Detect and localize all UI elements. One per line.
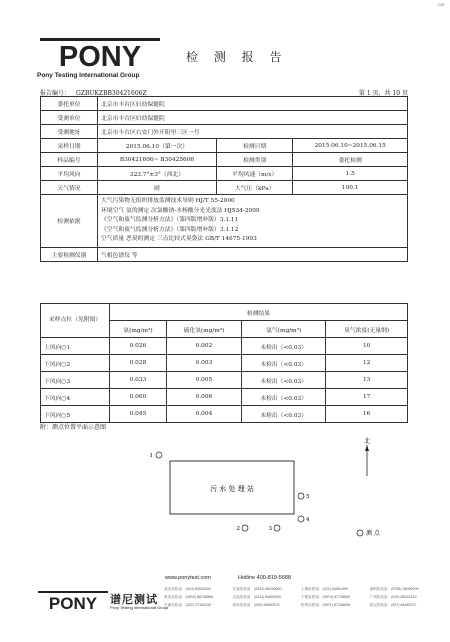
footer-company-en: Pony Testing International Group	[110, 605, 169, 610]
row-point: 上风向○1	[41, 338, 110, 355]
basis-label: 检测依据	[41, 195, 98, 248]
office-item: 长春实验室：(0431) 85155000	[232, 587, 282, 591]
row-point: 下风向○5	[41, 406, 110, 423]
basis-item: 环境空气 氨的测定 次氯酸钠-水杨酸分光光度法 HJ534-2009	[101, 207, 260, 214]
legend-label: 测 点	[366, 530, 380, 537]
table-row	[41, 338, 408, 355]
wastewater-station-label: 污 水 处 理 站	[210, 485, 254, 493]
north-label: 北	[363, 438, 371, 445]
row-chlorine: 未检出（<0.03）	[242, 338, 326, 355]
table-row	[41, 355, 408, 372]
row-odor: 10	[326, 338, 408, 355]
legend	[357, 529, 381, 537]
point-1	[150, 452, 163, 459]
results-table	[40, 303, 408, 423]
testing-date-label: 检测日期	[216, 139, 292, 153]
row-h2s: 0.003	[166, 355, 241, 372]
row-h2s: 0.005	[166, 372, 241, 389]
row-odor: 17	[326, 389, 408, 406]
row-chlorine: 未检出（<0.03）	[242, 372, 326, 389]
table-row	[41, 125, 408, 139]
sampling-date-label: 采样日期	[41, 139, 98, 153]
logo-text: PONY	[58, 41, 142, 73]
point-2	[237, 525, 249, 532]
row-chlorine: 未检出（<0.03）	[242, 406, 326, 423]
table-row	[41, 406, 408, 423]
point-3-label: 3	[268, 526, 272, 532]
report-number-value: GZBUKZBB30421606Z	[76, 90, 147, 97]
basis-item: 《空气和废气监测分析方法》（第四版增补版）3.1.12	[101, 226, 239, 233]
office-item: 北京实验室：(010) 83055000	[164, 587, 211, 591]
office-item: 天津实验室：(022) 27349130	[164, 603, 211, 607]
results-header: 检测结果	[110, 304, 408, 321]
table-row	[41, 167, 408, 181]
row-chlorine: 未检出（<0.03）	[242, 355, 326, 372]
legend-circle-icon	[357, 530, 363, 536]
attachment-caption: 附：测点位置平面示意图	[40, 424, 107, 431]
row-odor: 13	[326, 372, 408, 389]
sampling-date-value: 2015.06.10（第一次）	[98, 139, 217, 153]
table-row	[41, 153, 408, 167]
test-type-label: 检测类别	[216, 153, 292, 167]
table-row	[41, 111, 408, 125]
row-ammonia: 0.028	[110, 355, 167, 372]
corner-mark: CR	[437, 2, 444, 7]
footer-hotline: Hotline 400-819-5688	[238, 575, 291, 581]
basis-item: 空气质量 恶臭的测定 三点比较式臭袋法 GB/T 14675-1993	[101, 236, 257, 242]
address-label: 受测地址	[41, 125, 98, 139]
point-5	[298, 493, 310, 500]
row-chlorine: 未检出（<0.03）	[242, 389, 326, 406]
pressure-value: 100.1	[293, 181, 408, 195]
footer-company-cn: 谱尼测试	[110, 593, 158, 606]
results-header-row	[41, 304, 408, 321]
pressure-label: 大气压（kPa）	[216, 181, 292, 195]
wind-direction-label: 平均风向	[41, 167, 98, 181]
row-point: 下风向○3	[41, 372, 110, 389]
office-item: 杭州实验室：(0571) 87238696	[301, 603, 350, 607]
wind-speed-label: 平均风速（m/s）	[216, 167, 292, 181]
table-row	[41, 139, 408, 153]
table-row	[41, 389, 408, 406]
sampling-site-diagram	[150, 434, 410, 544]
footer-pony-logo	[38, 591, 108, 611]
table-row	[41, 195, 408, 248]
row-point: 下风向○4	[41, 389, 110, 406]
report-number-label: 报告编号：	[40, 90, 71, 97]
sampling-point-header: 采样点位（见附图）	[41, 304, 110, 338]
row-ammonia: 0.026	[110, 338, 167, 355]
testing-date-value: 2015.06.10~2015.06.15	[293, 139, 408, 153]
table-row	[41, 247, 408, 261]
sample-no-label: 样品编号	[41, 153, 98, 167]
column-odor: 臭气浓度(无量纲)	[326, 321, 408, 338]
sample-no-value: B30421606~ B30425606	[98, 153, 217, 167]
document-title: 检 测 报 告	[186, 50, 288, 64]
office-item: 西安实验室：(029) 84500676	[232, 603, 280, 607]
point-4-label: 4	[306, 517, 310, 523]
north-arrow-icon	[364, 437, 370, 476]
footer-logo-text: PONY	[48, 594, 98, 613]
office-item: 广州实验室：(020) 89224310	[369, 595, 417, 599]
row-ammonia: 0.045	[110, 406, 167, 423]
column-h2s: 硫化氢(mg/m³)	[166, 321, 241, 338]
weather-value: 晴	[98, 181, 217, 195]
point-1-label: 1	[149, 453, 153, 459]
office-item: 武汉实验室：(027) 84989727	[369, 603, 417, 607]
office-item: 上海实验室：(021) 64851999	[301, 587, 348, 591]
row-ammonia: 0.033	[110, 372, 167, 389]
office-item: 宁波实验室：(0574) 87736890	[301, 595, 350, 599]
tested-unit-label: 受测单位	[41, 111, 98, 125]
office-item: 深圳实验室：(0755) 26050909	[369, 587, 419, 591]
tested-unit-value: 北京市丰台区妇幼保健院	[98, 111, 408, 125]
row-odor: 16	[326, 406, 408, 423]
point-2-label: 2	[236, 526, 240, 532]
client-value: 北京市丰台区妇幼保健院	[98, 97, 408, 111]
footer-url: www.ponytest.com	[165, 575, 211, 581]
column-chlorine: 氯气(mg/m³)	[242, 321, 326, 338]
table-row	[41, 372, 408, 389]
row-ammonia: 0.060	[110, 389, 167, 406]
row-h2s: 0.002	[166, 338, 241, 355]
address-value: 北京市丰台区右安门外开阳里三区一号	[98, 125, 408, 139]
office-item: 青岛实验室：(0532) 88706866	[164, 595, 213, 599]
row-h2s: 0.006	[166, 389, 241, 406]
page-info: 第 1 页，共 10 页	[358, 90, 408, 97]
basis-item: 大气污染物无组织排放监测技术导则 HJ/T 55-2000	[101, 198, 235, 204]
company-name-en: Pony Testing International Group	[37, 72, 140, 79]
test-type-value: 委托检测	[293, 153, 408, 167]
office-item: 大连实验室：(0411) 84600920	[232, 595, 282, 599]
wind-speed-value: 1.5	[293, 167, 408, 181]
point-5-label: 5	[306, 494, 310, 500]
instruments-value: 气相色谱仪 等	[98, 247, 408, 261]
weather-label: 天气情况	[41, 181, 98, 195]
basis-list	[98, 195, 408, 248]
pony-logo	[40, 38, 160, 73]
client-label: 委托单位	[41, 97, 98, 111]
wind-direction-value: 323.7°±3°（西北）	[98, 167, 217, 181]
table-row	[41, 181, 408, 195]
report-info-table	[40, 96, 408, 262]
basis-item: 《空气和废气监测分析方法》（第四版增补版）3.1.11	[101, 217, 239, 223]
table-row	[41, 97, 408, 111]
row-point: 下风向○2	[41, 355, 110, 372]
point-3	[269, 525, 281, 532]
row-h2s: 0.004	[166, 406, 241, 423]
row-odor: 12	[326, 355, 408, 372]
column-ammonia: 氨(mg/m³)	[110, 321, 167, 338]
footer-offices	[164, 587, 434, 608]
point-4	[298, 516, 310, 523]
instruments-label: 主要检测仪器	[41, 247, 98, 261]
